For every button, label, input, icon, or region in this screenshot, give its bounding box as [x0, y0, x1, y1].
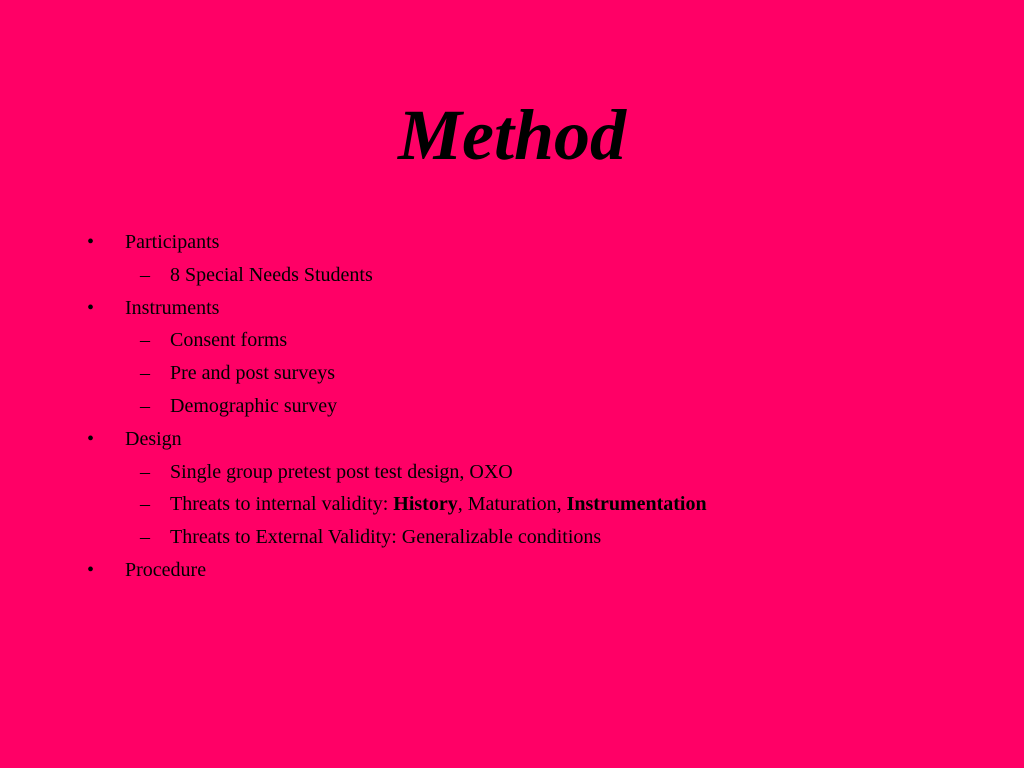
list-item-text: Participants — [125, 231, 220, 253]
internal-validity-prefix: Threats to internal validity: — [170, 493, 394, 516]
dash-icon: – — [140, 460, 150, 483]
list-item-instruments — [0, 292, 1024, 325]
list-item-text: Design — [125, 427, 182, 450]
dash-icon: – — [140, 362, 150, 385]
bullet-dot-icon: • — [87, 427, 95, 450]
sub-item-text: Pre and post surveys — [170, 362, 335, 385]
bullet-list — [0, 226, 1024, 587]
dash-icon: – — [140, 394, 150, 417]
dash-icon: – — [140, 329, 150, 352]
sub-item-special-needs-students — [0, 259, 1024, 292]
dash-icon: – — [140, 263, 150, 286]
dash-icon: – — [140, 526, 150, 549]
list-item-text: Instruments — [125, 296, 220, 319]
maturation-text: , Maturation, — [457, 493, 567, 516]
sub-item-text: Consent forms — [170, 329, 288, 352]
slide-title: Method — [397, 95, 627, 175]
bullet-dot-icon: • — [87, 558, 95, 581]
sub-item-text — [170, 488, 707, 521]
list-item-text: Procedure — [125, 558, 207, 581]
bullet-dot-icon: • — [87, 296, 95, 319]
sub-item-external-validity-threats — [0, 521, 1024, 554]
sub-item-single-group-design — [0, 456, 1024, 489]
dash-icon: – — [140, 493, 150, 516]
list-item-design — [0, 423, 1024, 456]
instrumentation-emphasis: Instrumentation — [566, 493, 707, 516]
bullet-dot-icon: • — [87, 231, 95, 253]
history-emphasis: History — [393, 493, 458, 516]
sub-item-pre-post-surveys — [0, 357, 1024, 390]
list-item-procedure — [0, 554, 1024, 587]
sub-item-text: Threats to External Validity: Generalizable conditions — [170, 526, 602, 549]
sub-item-text: Demographic survey — [170, 394, 338, 417]
sub-item-demographic-survey — [0, 390, 1024, 423]
sub-item-text: Single group pretest post test design, OXO — [170, 460, 513, 483]
list-item-participants — [0, 226, 1024, 259]
sub-item-consent-forms — [0, 324, 1024, 357]
sub-item-internal-validity-threats — [0, 488, 1024, 521]
sub-item-text: 8 Special Needs Students — [170, 263, 373, 286]
